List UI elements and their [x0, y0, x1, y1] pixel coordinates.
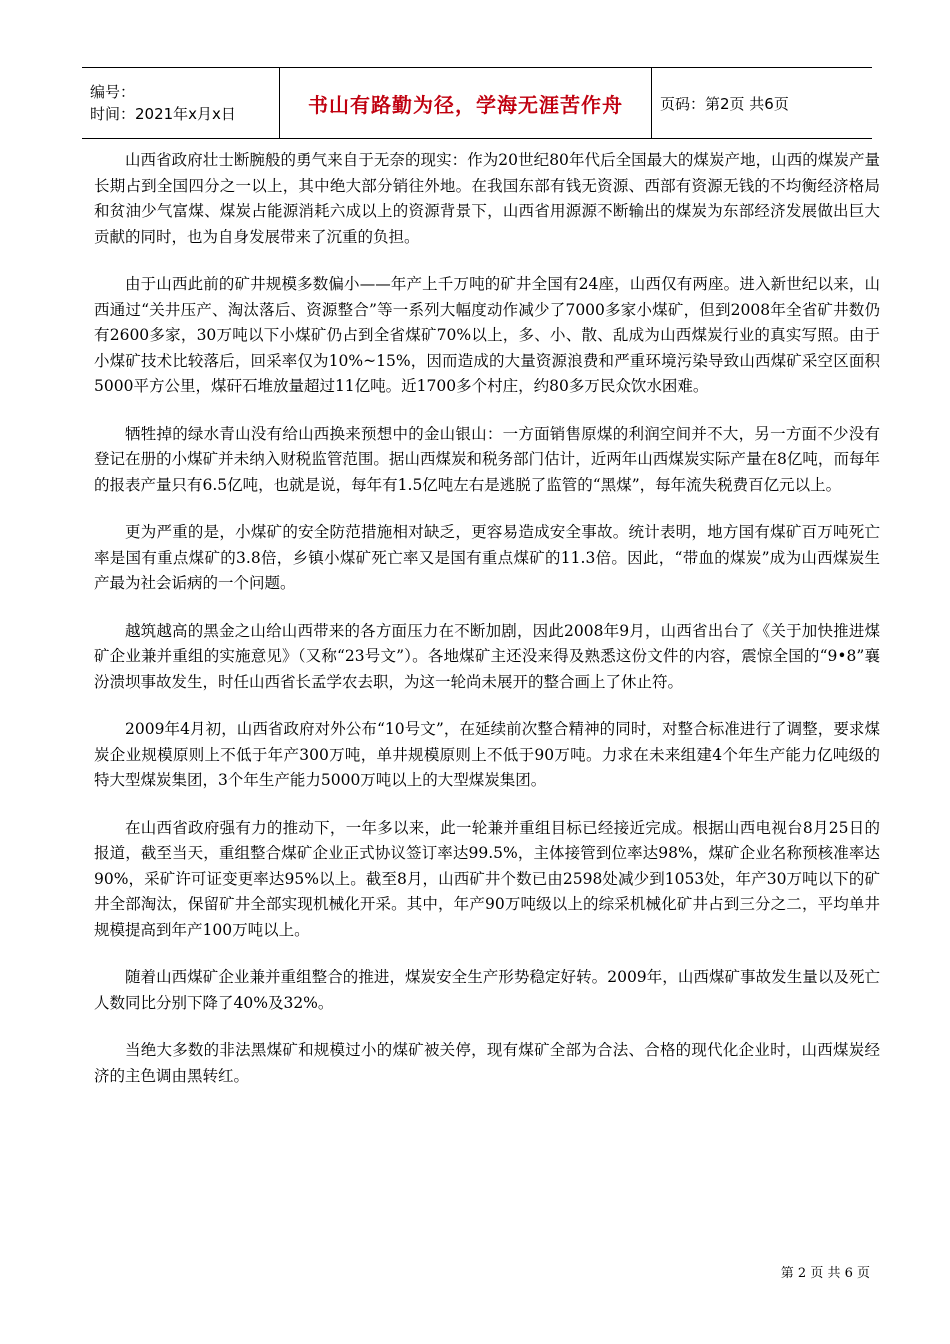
- header-page-info: [652, 68, 872, 138]
- document-body: [94, 148, 880, 1111]
- paragraph: 在山西省政府强有力的推动下，一年多以来，此一轮兼并重组目标已经接近完成。根据山西电视台8月25日的报道，截至当天，重组整合煤矿企业正式协议签订率达99.5%，主体接管到位率达98%，煤矿企业名称预核准率达90%，采矿许可证变更率达95%以上。截至8月，山西矿井个数已由2598处减少到1053处，年产30万吨以下的矿井全部淘汰，保留矿井全部实现机械化开采。其中，年产90万吨级以上的综采机械化矿井占到三分之二，平均单井规模提高到年产100万吨以上。: [94, 818, 880, 939]
- document-number-label: 编号：: [90, 83, 136, 101]
- paragraph: 由于山西此前的矿井规模多数偏小——年产上千万吨的矿井全国有24座，山西仅有两座。进入新世纪以来，山西通过“关井压产、淘汰落后、资源整合”等一系列大幅度动作减少了7000多家小煤矿，但到2008年全省矿井数仍有2600多家，30万吨以下小煤矿仍占到全省煤矿70%以上，多、小、散、乱成为山西煤炭行业的真实写照。由于小煤矿技术比较落后，回采率仅为10%~15%，因而造成的大量资源浪费和严重环境污染导致山西煤矿采空区面积5000平方公里，煤矸石堆放量超过11亿吨。近1700多个村庄，约80多万民众饮水困难。: [94, 275, 880, 395]
- page-header: [82, 67, 872, 139]
- paragraph: 山西省政府壮士断腕般的勇气来自于无奈的现实：作为20世纪80年代后全国最大的煤炭产地，山西的煤炭产量长期占到全国四分之一以上，其中绝大部分销往外地。在我国东部有钱无资源、西部有资源无钱的不均衡经济格局和贫油少气富煤、煤炭占能源消耗六成以上的资源背景下，山西省用源源不断输出的煤炭为东部经济发展做出巨大贡献的同时，也为自身发展带来了沉重的负担。: [94, 151, 880, 246]
- footer-page-number: 第 2 页 共 6 页: [780, 1266, 870, 1281]
- page-number-label: 页码：第2页 共6页: [660, 94, 789, 113]
- paragraph: 越筑越高的黑金之山给山西带来的各方面压力在不断加剧，因此2008年9月，山西省出台了《关于加快推进煤矿企业兼并重组的实施意见》（又称“23号文”）。各地煤矿主还没来得及熟悉这份文件的内容，震惊全国的“9•8”襄汾溃坝事故发生，时任山西省长孟学农去职，为这一轮尚未展开的整合画上了休止符。: [94, 621, 880, 691]
- page-footer: [0, 1262, 870, 1281]
- header-motto: [280, 68, 652, 138]
- motto-text: 书山有路勤为径，学海无涯苦作舟: [308, 92, 623, 117]
- paragraph: 随着山西煤矿企业兼并重组整合的推进，煤炭安全生产形势稳定好转。2009年，山西煤矿事故发生量以及死亡人数同比分别下降了40%及32%。: [94, 968, 880, 1012]
- header-meta: [82, 68, 280, 138]
- paragraph: 当绝大多数的非法黑煤矿和规模过小的煤矿被关停，现有煤矿全部为合法、合格的现代化企业时，山西煤炭经济的主色调由黑转红。: [94, 1041, 880, 1085]
- paragraph: 2009年4月初，山西省政府对外公布“10号文”，在延续前次整合精神的同时，对整合标准进行了调整，要求煤炭企业规模原则上不低于年产300万吨，单井规模原则上不低于90万吨。力求在未来组建4个年生产能力亿吨级的特大型煤炭集团，3个年生产能力5000万吨以上的大型煤炭集团。: [94, 720, 880, 789]
- paragraph: 牺牲掉的绿水青山没有给山西换来预想中的金山银山：一方面销售原煤的利润空间并不大，另一方面不少没有登记在册的小煤矿并未纳入财税监管范围。据山西煤炭和税务部门估计，近两年山西煤炭实际产量在8亿吨，而每年的报表产量只有6.5亿吨，也就是说，每年有1.5亿吨左右是逃脱了监管的“黑煤”，每年流失税费百亿元以上。: [94, 424, 880, 494]
- document-time-label: 时间：2021年x月x日: [90, 105, 236, 123]
- paragraph: 更为严重的是，小煤矿的安全防范措施相对缺乏，更容易造成安全事故。统计表明，地方国有煤矿百万吨死亡率是国有重点煤矿的3.8倍，乡镇小煤矿死亡率又是国有重点煤矿的11.3倍。因此，“带血的煤炭”成为山西煤炭生产最为社会诟病的一个问题。: [94, 523, 880, 592]
